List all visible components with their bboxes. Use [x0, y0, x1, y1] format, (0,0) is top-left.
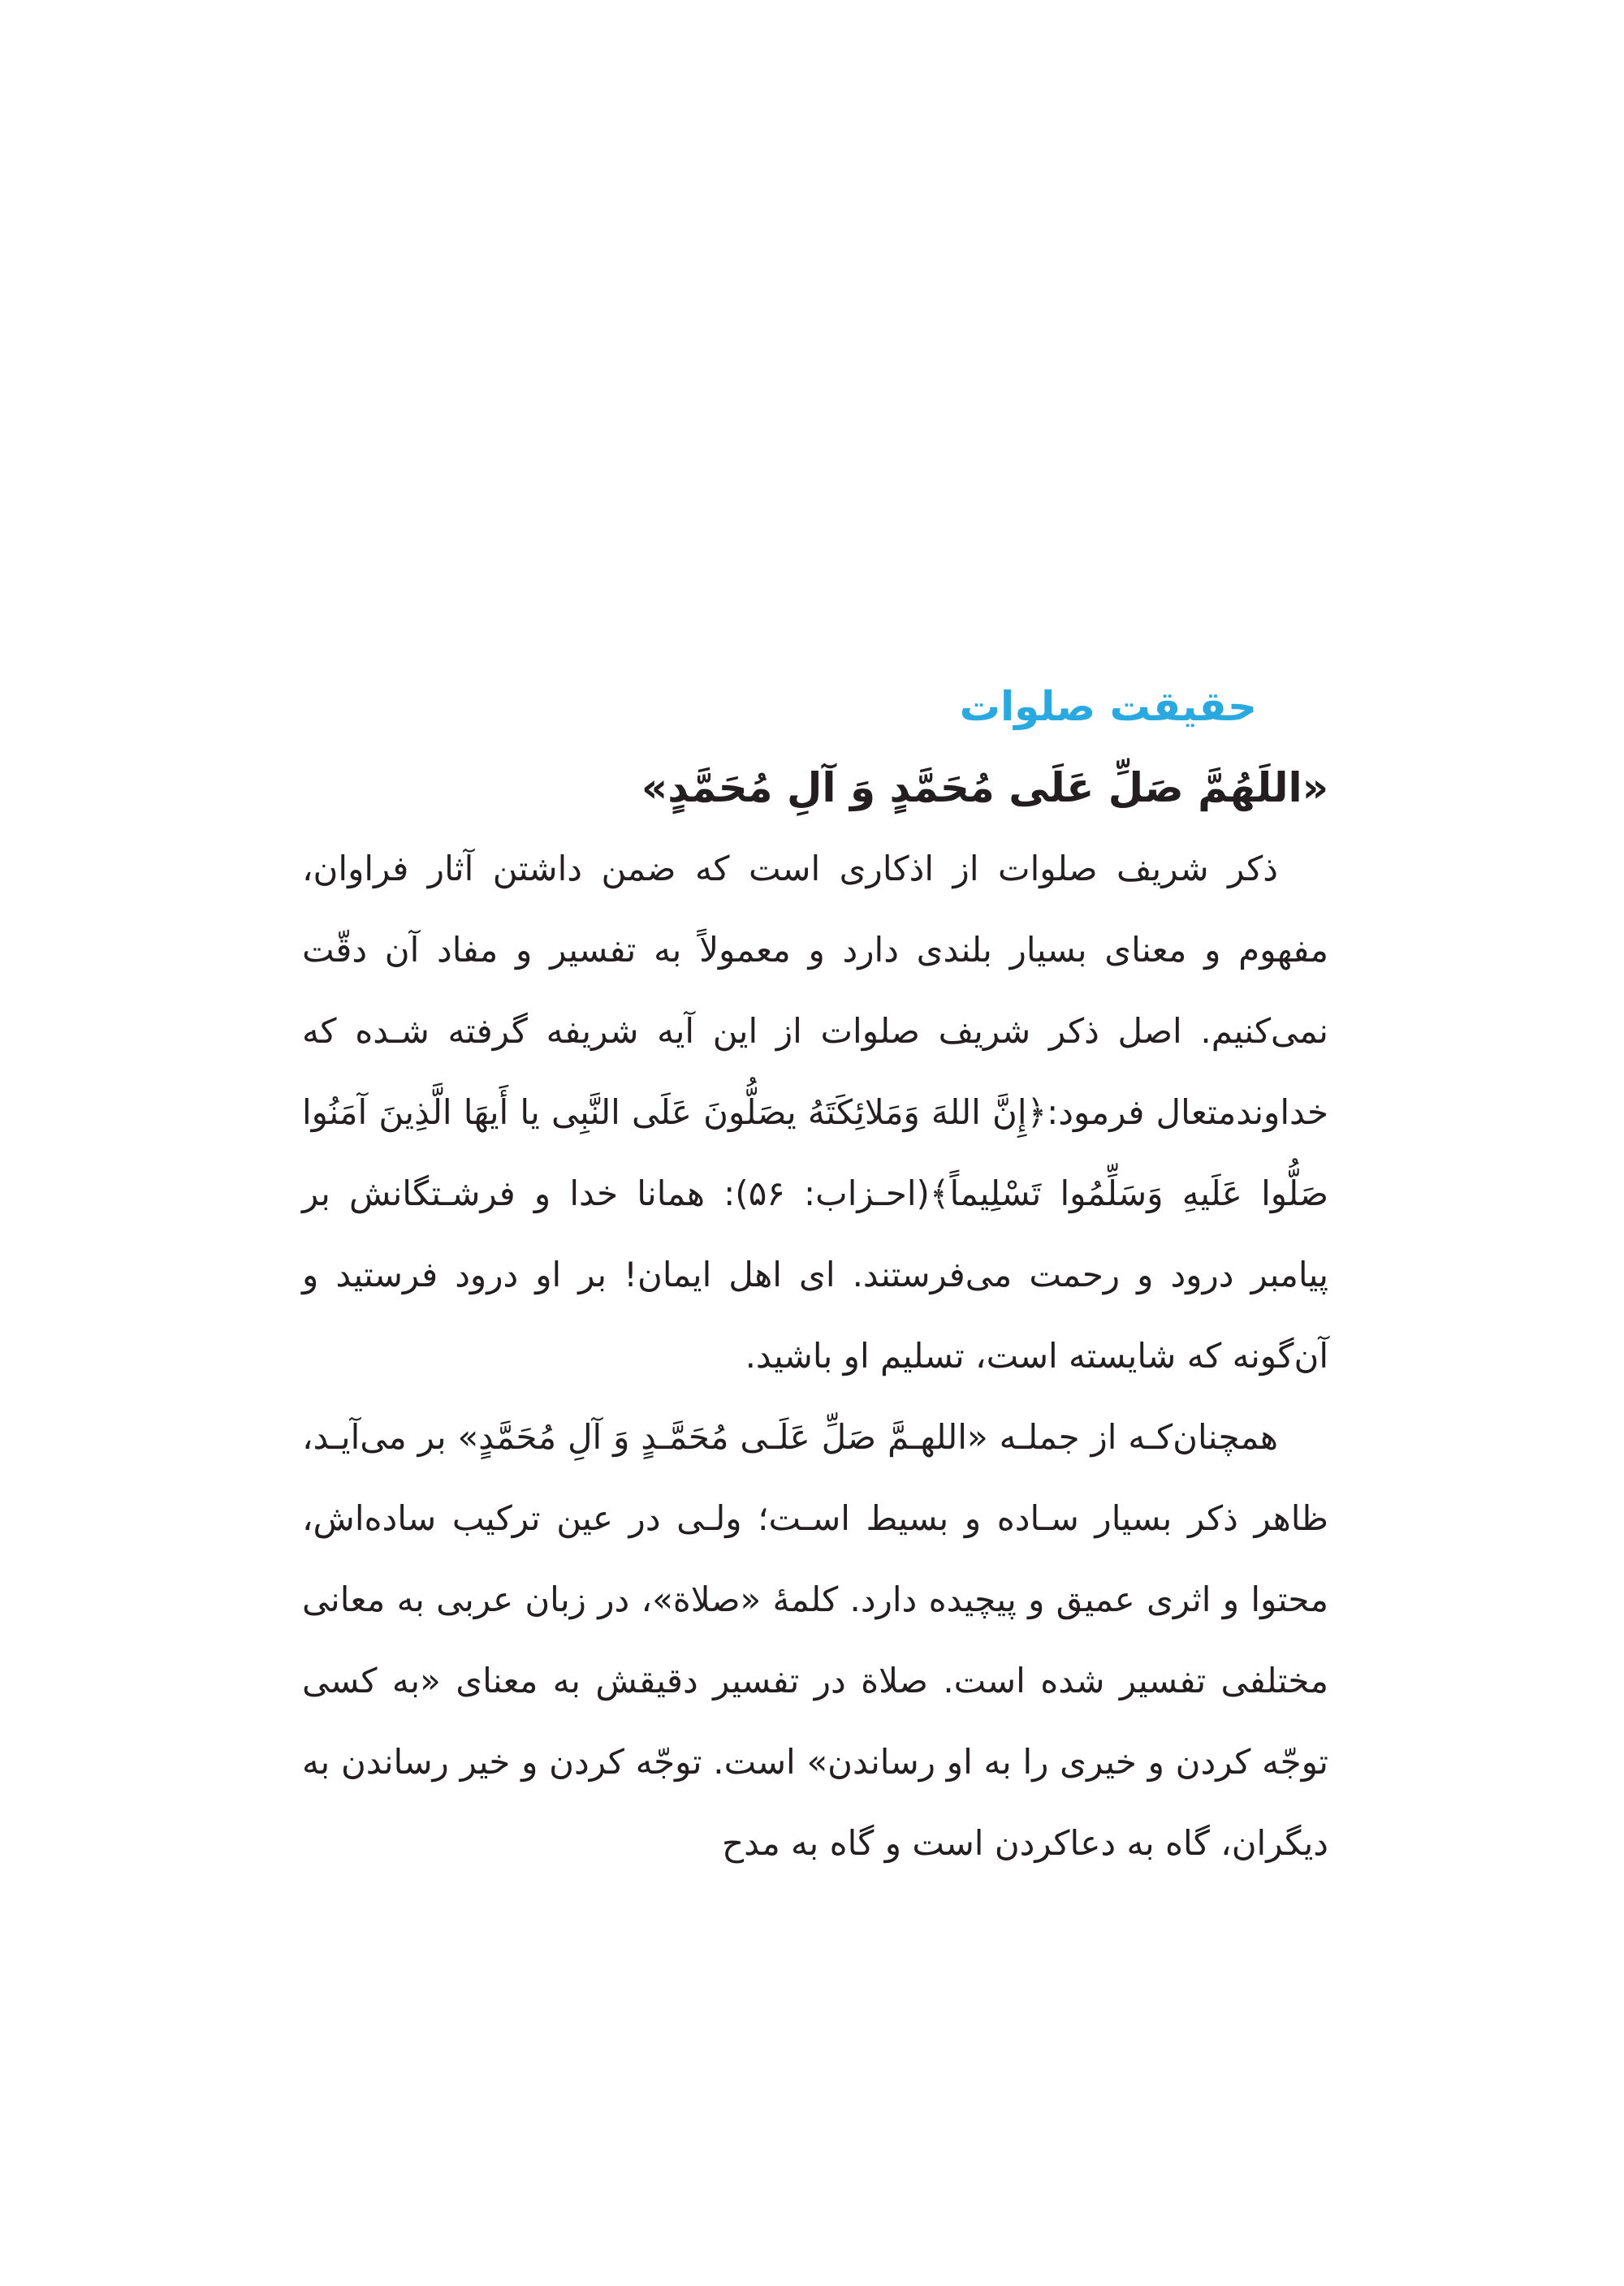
page-content: [302, 666, 1328, 1884]
paragraph-1: ذکر شریف صلوات از اذکاری است که ضمن داشتن آثار فراوان، مفهوم و معنای بسیار بلندی دارد و معمولاً به تفسیر و مفاد آن دقّت نمی‌کنیم. اصل ذکر شریف صلوات از این آیه شریفه گرفته شـده که خداوندمتعال فرمود:﴿إِنَّ اللهَ وَمَلائِکَتَهُ یصَلُّونَ عَلَی النَّبِی یا أَیهَا الَّذِینَ آمَنُوا صَلُّوا عَلَیهِ وَسَلِّمُوا تَسْلِیماً﴾(احـزاب: ۵۶): همانا خدا و فرشـتگانش بر پیامبر درود و رحمت می‌فرستند. ای اهل ایمان! بر او درود فرستید و آن‌گونه که شایسته است، تسلیم او باشید.: [302, 849, 1328, 1376]
paragraph-2: همچنان‌کـه از جملـه «اللهـمَّ صَلِّ عَلَـی مُحَمَّـدٍ وَ آلِ مُحَمَّدٍ» بر می‌آیـد، ظاهر ذکر بسیار سـاده و بسیط اسـت؛ ولـی در عین ترکیب ساده‌اش، محتوا و اثری عمیق و پیچیده دارد. کلمهٔ «صلاة»، در زبان عربی به معانی مختلفی تفسیر شده است. صلاة در تفسیر دقیقش به معنای «به کسی توجّه کردن و خیری را به او رساندن» است. توجّه کردن و خیر رساندن به دیگران، گاه به دعاکردن است و گاه به مدح: [302, 1417, 1328, 1863]
section-title: حقیقت صلوات: [959, 683, 1257, 730]
salawat-quote: «اللَهُمَّ صَلِّ عَلَی مُحَمَّدٍ وَ آلِ مُحَمَّدٍ»: [641, 764, 1328, 811]
